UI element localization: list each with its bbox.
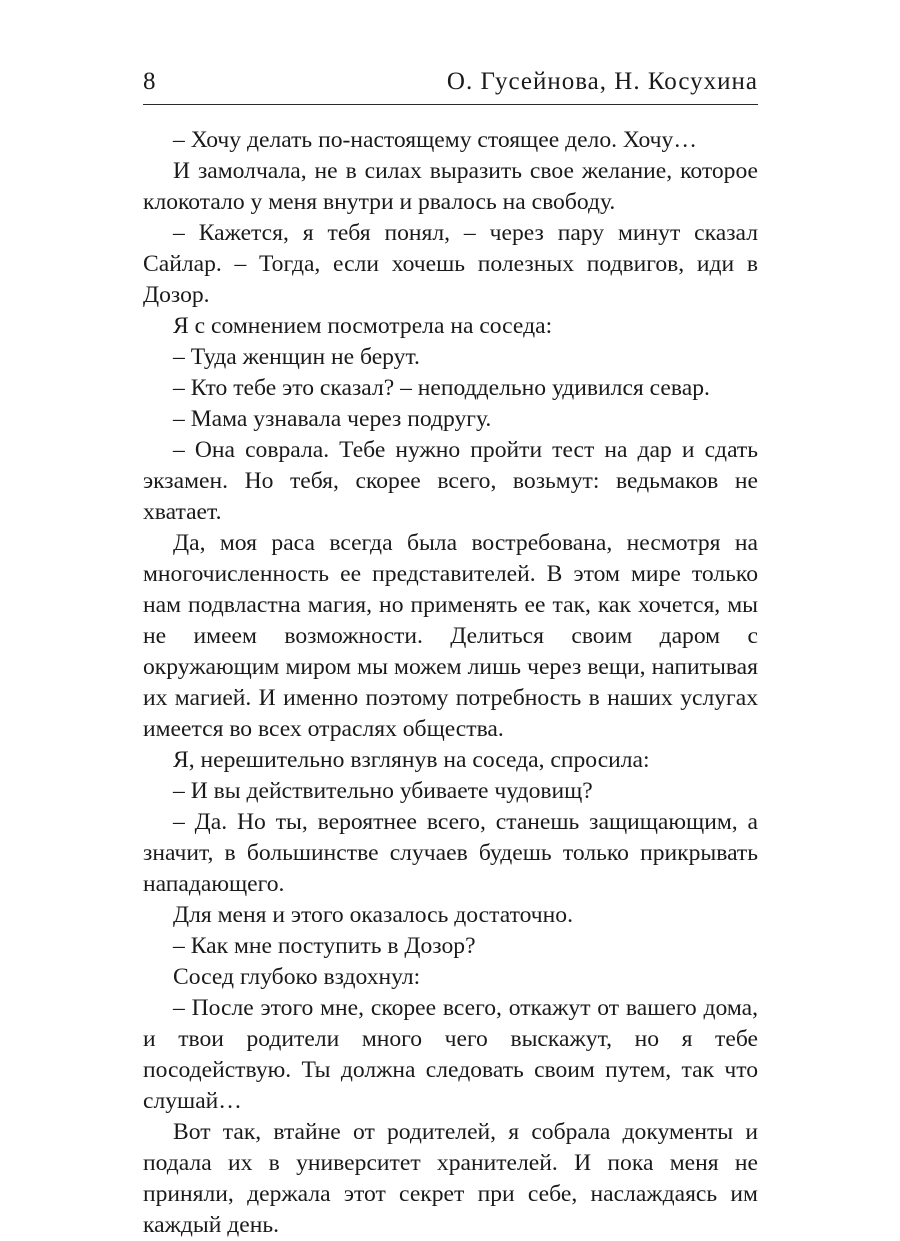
paragraph: Да, моя раса всегда была востребована, несмотря на многочисленность ее представителей. В этом мире только нам подвластна магия, но применять ее так, как хочется, мы не имеем возможности. Делиться своим даром с окружающим миром мы можем лишь через вещи, напитывая их магией. И именно поэтому потребность в наших услугах имеется во всех отраслях общества. xyxy=(143,530,758,742)
paragraph: Для меня и этого оказалось достаточно. xyxy=(173,902,573,928)
paragraph: – Кто тебе это сказал? – неподдельно удивился севар. xyxy=(173,375,710,401)
page-number: 8 xyxy=(143,68,156,95)
paragraph: – Кажется, я тебя понял, – через пару минут сказал Сайлар. – Тогда, если хочешь полезных подвигов, иди в Дозор. xyxy=(143,220,758,308)
running-head xyxy=(143,64,758,105)
paragraph: – Она соврала. Тебе нужно пройти тест на дар и сдать экзамен. Но тебя, скорее всего, возьмут: ведьмаков не хватает. xyxy=(143,437,758,525)
paragraph: – Туда женщин не берут. xyxy=(173,344,420,370)
paragraph: – Да. Но ты, вероятнее всего, станешь защищающим, а значит, в большинстве случаев будешь только прикрывать нападающего. xyxy=(143,809,758,897)
book-page xyxy=(143,64,758,1241)
paragraph: – И вы действительно убиваете чудовищ? xyxy=(173,778,593,804)
paragraph: Я с сомнением посмотрела на соседа: xyxy=(173,313,553,339)
paragraph: – Мама узнавала через подругу. xyxy=(173,406,492,432)
body-text xyxy=(143,125,758,1241)
running-head-authors: О. Гусейнова, Н. Косухина xyxy=(446,68,758,95)
paragraph: – Хочу делать по-настоящему стоящее дело. Хочу… xyxy=(173,127,697,153)
paragraph: Я, нерешительно взглянув на соседа, спросила: xyxy=(173,747,650,773)
paragraph: – Как мне поступить в Дозор? xyxy=(173,933,476,959)
paragraph: И замолчала, не в силах выразить свое желание, которое клокотало у меня внутри и рвалось на свободу. xyxy=(143,158,758,215)
paragraph: Вот так, втайне от родителей, я собрала документы и подала их в университет хранителей. И пока меня не приняли, держала этот секрет при себе, наслаждаясь им каждый день. xyxy=(143,1119,758,1238)
paragraph: Сосед глубоко вздохнул: xyxy=(173,964,421,990)
paragraph: – После этого мне, скорее всего, откажут от вашего дома, и твои родители много чего выскажут, но я тебе посодействую. Ты должна следовать своим путем, так что слушай… xyxy=(143,995,758,1114)
